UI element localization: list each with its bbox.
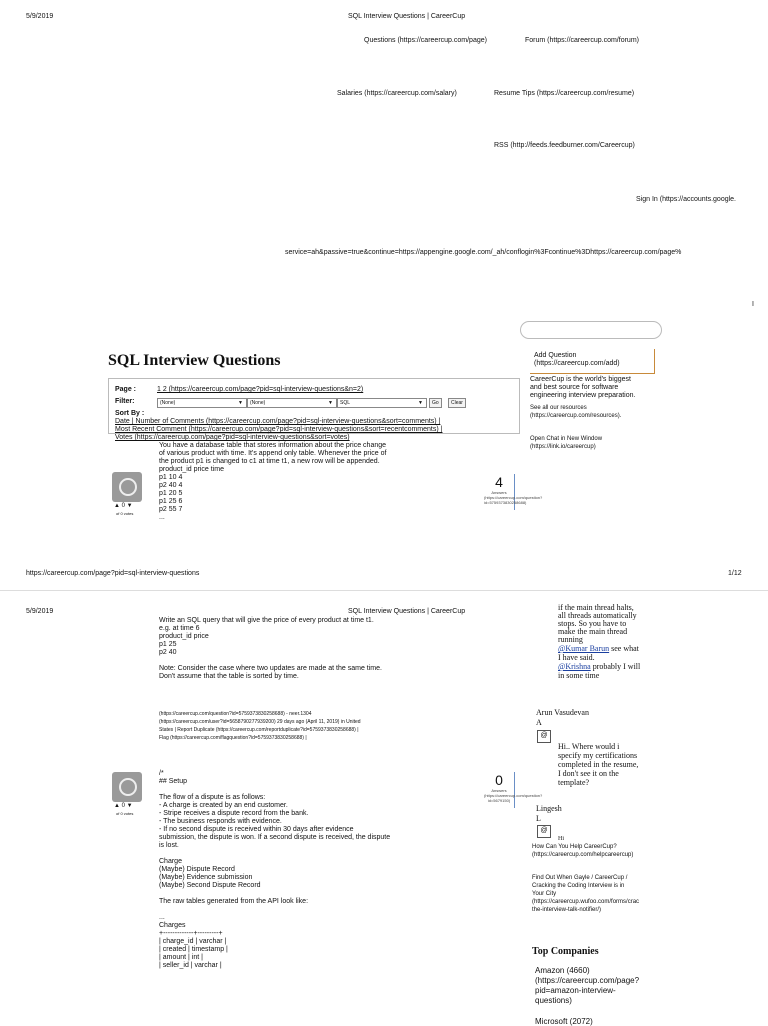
sidebar-promo: CareerCup is the world's biggest and best source for software engineering interview preparation. <box>530 376 636 399</box>
vote-count: 0 <box>121 803 125 809</box>
answers-url: (https://careercup.com/question? id=5759373830258688) <box>484 495 543 505</box>
answers-url: (https://careercup.com/question? id=5679150) <box>484 793 543 803</box>
nav-resume-link[interactable]: Resume Tips (https://careercup.com/resume) <box>494 90 635 97</box>
vote-label: of 0 votes <box>116 811 134 816</box>
chat-text: probably I will <box>590 662 641 671</box>
chat-message: Hi.. Where would i specify my certifications completed in the resume, I don't see it on the template? <box>558 742 639 787</box>
help-link[interactable]: How Can You Help CareerCup? (https://careercup.com/helpcareercup) <box>532 844 634 858</box>
sort-recent-link[interactable]: Most Recent Comment (https://careercup.com/page?pid=sql-interview-questions&sort=recentcomments) | <box>115 426 443 433</box>
question-avatar-icon[interactable] <box>112 772 142 802</box>
question-text[interactable]: You have a database table that stores information about the price change of various product with time. It's append only table. Whenever the price of the product p1 is changed to c1 at time t1, a new row will be appended. product_id price time p1 10 4 p2 40 4 p1 20 5 p1 25 6 p2 55 7 ... <box>159 442 387 521</box>
filter-label: Filter: <box>115 398 135 405</box>
add-question-button[interactable] <box>530 349 655 374</box>
go-button[interactable]: Go <box>429 398 442 408</box>
nav-questions-link[interactable]: Questions (https://careercup.com/page) <box>364 37 487 44</box>
answers-count-link[interactable] <box>484 474 543 510</box>
chat-message: if the main thread halts, all threads automatically stops. So you have to make the main thread running <box>558 603 637 644</box>
filter-select-job[interactable]: (None) ▼ <box>247 398 337 408</box>
page-label: Page : <box>115 386 137 393</box>
filter-select-company[interactable]: (None) ▼ <box>157 398 247 408</box>
chat-user-name: Lingesh L <box>536 804 562 823</box>
at-icon[interactable]: @ <box>537 730 551 743</box>
page-links[interactable]: 1 2 (https://careercup.com/page?pid=sql-interview-questions&n=2) <box>157 386 364 393</box>
sidebar-resources-link[interactable]: See all our resources (https://careercup.com/resources). <box>530 405 622 419</box>
at-icon[interactable]: @ <box>537 825 551 838</box>
chat-text: I have said. <box>558 653 595 662</box>
chat-text: see what <box>609 644 639 653</box>
nav-signin-continued: service=ah&passive=true&continue=https://appengine.google.com/_ah/conflogin%3Fcontinue%3Dhttps://careercup.com/page% <box>285 249 682 256</box>
sidebar-chat-link[interactable]: Open Chat in New Window (https://link.io/careercup) <box>530 436 603 450</box>
sortby-label: Sort By : <box>115 410 145 417</box>
page-break <box>0 590 768 591</box>
print-title: SQL Interview Questions | CareerCup <box>348 13 466 20</box>
answers-count-link[interactable] <box>484 772 543 808</box>
answers-number: 4 <box>495 474 503 490</box>
vote-controls[interactable]: ▲ 0 ▼ <box>114 803 133 809</box>
print-date: 5/9/2019 <box>26 608 54 615</box>
print-title: SQL Interview Questions | CareerCup <box>348 608 466 615</box>
print-footer-url: https://careercup.com/page?pid=sql-interview-questions <box>26 570 200 577</box>
sort-votes-link[interactable]: Votes (https://careercup.com/page?pid=sql-interview-questions&sort=votes) <box>115 434 350 441</box>
answers-number: 0 <box>495 772 503 788</box>
answers-label: Answers <box>491 490 507 495</box>
question-avatar-icon[interactable] <box>112 472 142 502</box>
vote-count: 0 <box>121 503 125 509</box>
top-companies-heading: Top Companies <box>532 946 599 957</box>
question-text[interactable]: /* ## Setup The flow of a dispute is as follows: - A charge is created by an end customer. - Stripe receives a dispute record from the bank. - The business responds with evidence. - If no second dispute is received within 30 days after evidence submission, the dispute is won. If a second dispute is received, the dispute is lost. Charge (Maybe) Dispute Record (Maybe) Evidence submission (Maybe) Second Dispute Record The raw tables generated from the API look like: ... Charges +-------------+---------+ | charge_id | varchar | | created | timestamp | | amount | int | | seller_id | varchar | <box>159 770 391 969</box>
search-input[interactable] <box>520 321 662 339</box>
answers-label: Answers <box>491 788 507 793</box>
question-text-continued[interactable]: Write an SQL query that will give the price of every product at time t1. e.g. at time 6 product_id price p1 25 p2 40 Note: Consider the case where two updates are made at the same time. Don't assume that the table is sorted by time. <box>159 617 382 680</box>
meet-link[interactable]: Find Out When Gayle / CareerCup / Cracking the Coding Interview is in Your City (https://careercup.wufoo.com/forms/crac the-interview-talk-notifier/) <box>532 875 640 913</box>
chat-message: Hi <box>558 836 564 842</box>
question-meta-links[interactable]: (https://careercup.com/question?id=5759373830258688) - neer.1304 (https://careercup.com/user?id=5658790277939200) 29 days ago (April 11, 2019) in United States | Report Duplicate (https://careercup.com/reportduplicate?id=5759373830258688) | Flag (https://careercup.com/flagquestion?id=5759373830258688) | <box>159 711 361 741</box>
chat-mention-link[interactable]: @Krishna <box>558 662 591 671</box>
company-link-microsoft[interactable]: Microsoft (2072) <box>535 1017 593 1026</box>
print-page-number: 1/12 <box>728 570 742 577</box>
nav-rss-link[interactable]: RSS (http://feeds.feedburner.com/Careercup) <box>494 142 635 149</box>
chat-panel <box>558 604 640 680</box>
page-title: SQL Interview Questions <box>108 352 281 369</box>
print-date: 5/9/2019 <box>26 13 54 20</box>
clear-button[interactable]: Clear <box>448 398 466 408</box>
filter-select-topic[interactable]: SQL ▼ <box>337 398 427 408</box>
add-question-label: Add Question (https://careercup.com/add) <box>534 352 620 367</box>
nav-forum-link[interactable]: Forum (https://careercup.com/forum) <box>525 37 639 44</box>
nav-signin-link[interactable]: Sign In (https://accounts.google. <box>636 196 737 203</box>
filter-panel <box>108 378 520 441</box>
company-link-amazon[interactable]: Amazon (4660) (https://careercup.com/page? pid=amazon-interview- questions) <box>535 966 640 1005</box>
vote-label: of 0 votes <box>116 511 134 516</box>
chat-text: in some time <box>558 671 600 680</box>
vote-controls[interactable]: ▲ 0 ▼ <box>114 503 133 509</box>
nav-trailing-char: I <box>752 301 754 308</box>
chat-mention-link[interactable]: @Kumar Barun <box>558 644 610 653</box>
sort-comments-link[interactable]: Date | Number of Comments (https://careercup.com/page?pid=sql-interview-questions&sort=comments) | <box>115 418 441 425</box>
nav-salaries-link[interactable]: Salaries (https://careercup.com/salary) <box>337 90 457 97</box>
chat-user-name: Arun Vasudevan A <box>536 708 589 727</box>
